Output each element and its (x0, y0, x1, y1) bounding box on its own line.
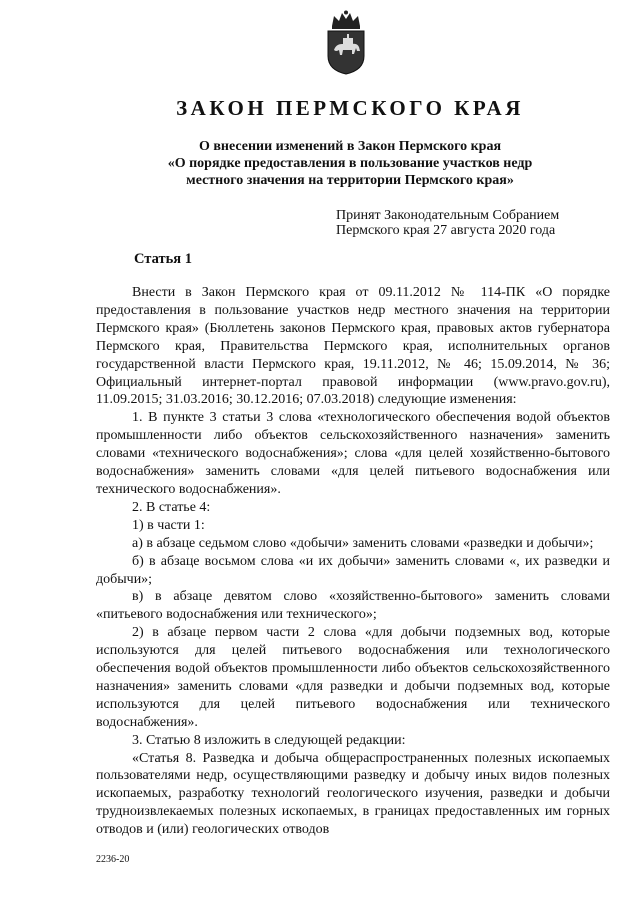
article-paragraph: 1) в части 1: (132, 517, 205, 533)
subtitle-line: О внесении изменений в Закон Пермского края (198, 139, 502, 154)
law-title: ЗАКОН ПЕРМСКОГО КРАЯ (176, 96, 524, 120)
article-paragraph: Внести в Закон Пермского края от 09.11.2012 № 114-ПК «О порядке предоставления в пользование участков недр местного значения на территории Пермского края» (Бюллетень законов Пермского края, правовых актов губернатора Пермского края, Правительства Пермского края, исполнительных органов государственной власти Пермского края, 19.11.2012, № 46; 15.09.2014, № 36; Официальный интернет-портал правовой информации (www.pravo.gov.ru), 11.09.2015; 31.03.2016; 30.12.2016; 07.03.2018) следующие изменения: (96, 285, 610, 408)
article-paragraph: «Статья 8. Разведка и добыча общераспространенных полезных ископаемых пользователями недр, осуществляющими разведку и добычу иных видов полезных ископаемых, разработку технологий геологического изучения, разведки и добычи трудноизвлекаемых полезных ископаемых, в границах предоставленных им горных отводов и (или) геологических отводов (96, 750, 610, 838)
adoption-note (336, 208, 559, 238)
article-paragraph: б) в абзаце восьмом слова «и их добычи» заменить словами «, их разведки и добычи»; (96, 553, 610, 587)
article-paragraph: 2. В статье 4: (132, 499, 211, 515)
adoption-line: Принят Законодательным Собранием (336, 208, 560, 223)
perm-krai-coat-of-arms-icon (322, 10, 370, 76)
article-heading: Статья 1 (134, 251, 192, 267)
article-paragraph: а) в абзаце седьмом слово «добычи» заменить словами «разведки и добычи»; (132, 535, 594, 551)
adoption-line: Пермского края 27 августа 2020 года (336, 223, 556, 238)
article-paragraph: 3. Статью 8 изложить в следующей редакции: (132, 732, 406, 748)
article-paragraph: в) в абзаце девятом слово «хозяйственно-бытового» заменить словами «питьевого водоснабжения или технического»; (96, 589, 610, 623)
document-code: 2236-20 (96, 854, 130, 865)
article-paragraph: 2) в абзаце первом части 2 слова «для добычи подземных вод, которые используются для целей питьевого водоснабжения или технологического обеспечения водой объектов промышленности либо объектов сельскохозяйственного назначения» заменить словами «для разведки и добычи подземных вод, которые используются для целей питьевого водоснабжения или технического водоснабжения». (96, 625, 610, 730)
subtitle-line: «О порядке предоставления в пользование участков недр (167, 156, 533, 171)
article-body (96, 284, 610, 839)
subtitle-line: местного значения на территории Пермского края» (186, 173, 514, 188)
law-subtitle (100, 138, 600, 189)
article-paragraph: 1. В пункте 3 статьи 3 слова «технологического обеспечения водой объектов промышленности либо объектов сельскохозяйственного назначения» заменить словами «технического водоснабжения»; слова «для целей хозяйственно-бытового водоснабжения» заменить словами «для целей питьевого водоснабжения или технического водоснабжения». (96, 410, 610, 497)
